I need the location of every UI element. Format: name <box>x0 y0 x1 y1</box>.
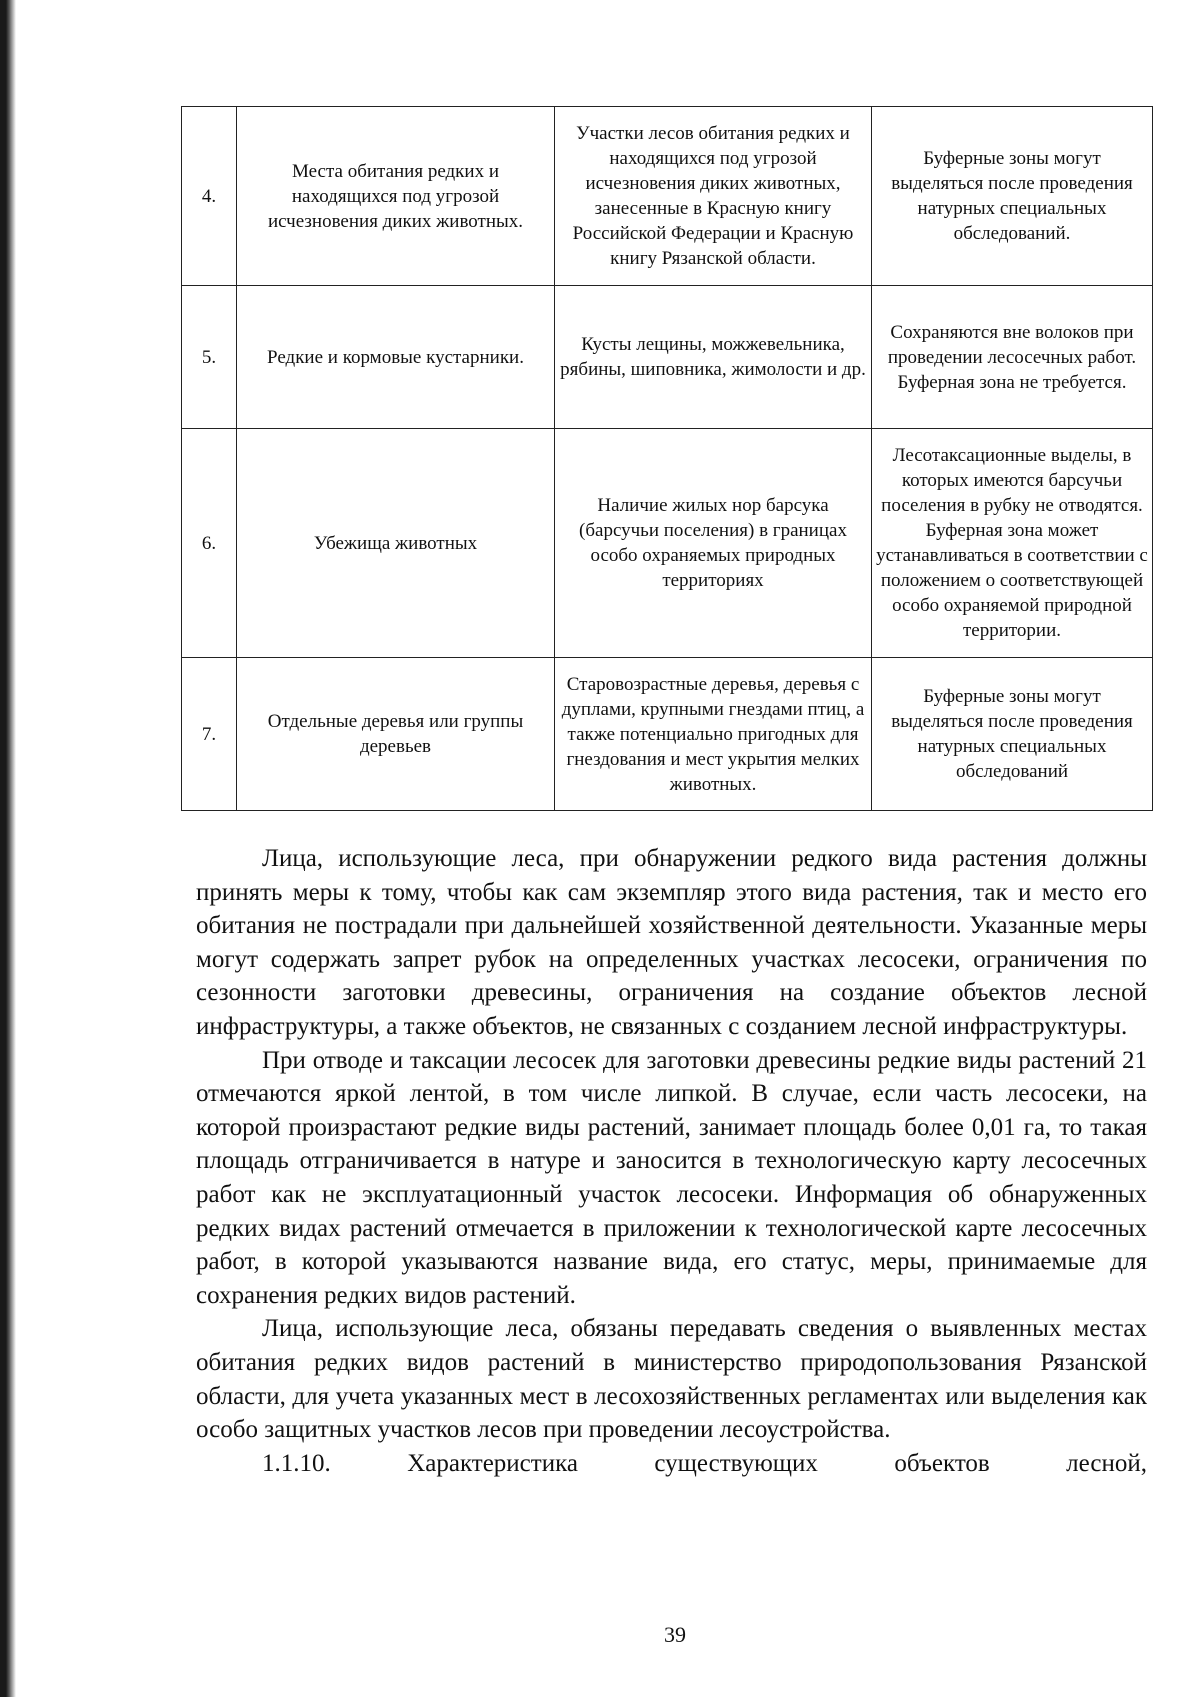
protection-measures-cell: Буферные зоны могут выделяться после проведения натурных специальных обследований <box>872 658 1153 811</box>
page-number: 39 <box>664 1622 686 1647</box>
protection-measures-cell: Сохраняются вне волоков при проведении лесосечных работ. Буферная зона не требуется. <box>872 286 1153 429</box>
table-row <box>182 429 1153 658</box>
object-name-cell: Убежища животных <box>237 429 555 658</box>
object-name-cell: Места обитания редких и находящихся под угрозой исчезновения диких животных. <box>237 107 555 286</box>
row-number: 6. <box>182 429 237 658</box>
object-description-cell: Кусты лещины, можжевельника, рябины, шиповника, жимолости и др. <box>555 286 872 429</box>
paragraph: При отводе и таксации лесосек для заготовки древесины редкие виды растений 21 отмечаются яркой лентой, в том числе липкой. В случае, если часть лесосеки, на которой произрастают редкие виды растений, занимает площадь более 0,01 га, то такая площадь отграничивается в натуре и заносится в технологическую карту лесосечных работ как не эксплуатационный участок лесосеки. Информация об обнаруженных редких видах растений отмечается в приложении к технологической карте лесосечных работ, в которой указываются название вида, его статус, меры, принимаемые для сохранения редких видов растений. <box>196 1046 1147 1309</box>
paragraph: Лица, использующие леса, при обнаружении редкого вида растения должны принять меры к тому, чтобы как сам экземпляр этого вида растения, так и место его обитания не пострадали при дальнейшей хозяйственной деятельности. Указанные меры могут содержать запрет рубок на определенных участках лесосеки, ограничения по сезонности заготовки древесины, ограничения на создание объектов лесной инфраструктуры, а также объектов, не связанных с созданием лесной инфраструктуры. <box>196 845 1147 1040</box>
table-row <box>182 286 1153 429</box>
row-number: 5. <box>182 286 237 429</box>
object-description-cell: Наличие жилых нор барсука (барсучьи поселения) в границах особо охраняемых природных территориях <box>555 429 872 658</box>
object-name-cell: Отдельные деревья или группы деревьев <box>237 658 555 811</box>
body-text <box>196 842 1147 1480</box>
object-description-cell: Старовозрастные деревья, деревья с дуплами, крупными гнездами птиц, а также потенциально пригодных для гнездования и мест укрытия мелких животных. <box>555 658 872 811</box>
row-number: 7. <box>182 658 237 811</box>
object-description-cell: Участки лесов обитания редких и находящихся под угрозой исчезновения диких животных, занесенные в Красную книгу Российской Федерации и Красную книгу Рязанской области. <box>555 107 872 286</box>
protection-measures-cell: Буферные зоны могут выделяться после проведения натурных специальных обследований. <box>872 107 1153 286</box>
object-name-cell: Редкие и кормовые кустарники. <box>237 286 555 429</box>
paragraph: Лица, использующие леса, обязаны передавать сведения о выявленных местах обитания редких видов растений в министерство природопользования Рязанской области, для учета указанных мест в лесохозяйственных регламентах или выделения как особо защитных участков лесов при проведении лесоустройства. <box>196 1315 1147 1444</box>
table-row <box>182 658 1153 811</box>
section-heading: 1.1.10. Характеристика существующих объектов лесной, <box>262 1449 1147 1477</box>
scan-edge <box>0 0 16 1697</box>
protection-measures-cell: Лесотаксационные выделы, в которых имеются барсучьи поселения в рубку не отводятся. Буферная зона может устанавливаться в соответствии с положением о соответствующей особо охраняемой природной территории. <box>872 429 1153 658</box>
table-row <box>182 107 1153 286</box>
row-number: 4. <box>182 107 237 286</box>
rare-objects-table <box>181 106 1153 811</box>
